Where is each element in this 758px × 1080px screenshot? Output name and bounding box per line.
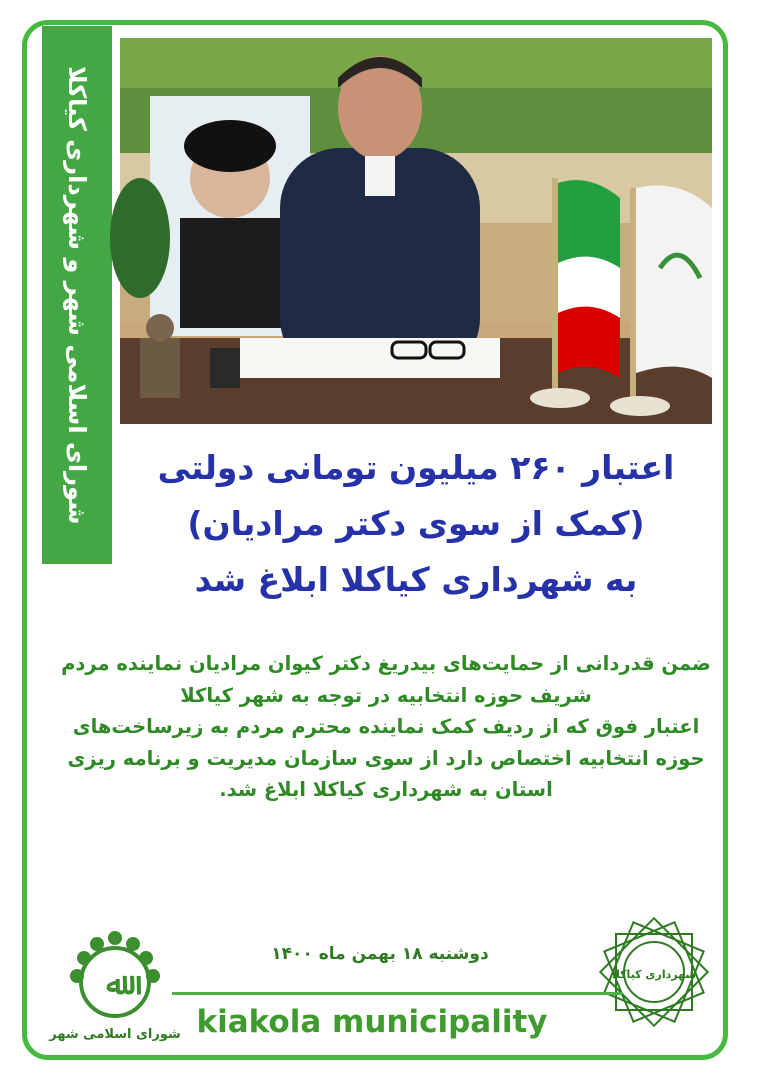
- sidebar-title: شورای اسلامی شهر و شهرداری کیاکلا: [63, 65, 91, 525]
- municipality-logo: [594, 912, 714, 1032]
- body-text: [60, 648, 712, 806]
- brand-text: kiakola municipality: [196, 1004, 548, 1040]
- headline: [120, 440, 712, 608]
- headline-line-1: اعتبار ۲۶۰ میلیون تومانی دولتی: [157, 448, 675, 487]
- municipality-logo-label: شهرداری کیاکلا: [611, 968, 697, 981]
- date-line: دوشنبه ۱۸ بهمن ماه ۱۴۰۰: [271, 944, 489, 964]
- footer-divider: [172, 992, 622, 995]
- official-photo: [120, 38, 712, 424]
- council-logo: [49, 920, 181, 1050]
- headline-line-2: (کمک از سوی دکتر مرادیان): [187, 504, 645, 543]
- council-logo-label: شورای اسلامی شهر: [49, 1027, 181, 1042]
- headline-line-3: به شهرداری کیاکلا ابلاغ شد: [194, 560, 638, 599]
- body-paragraph-1: ضمن قدردانی از حمایت‌های بیدریغ دکتر کیوان مرادیان نماینده مردم شریف حوزه انتخابیه در توجه به شهر کیاکلا: [61, 652, 711, 707]
- body-paragraph-2: اعتبار فوق که از ردیف کمک نماینده محترم مردم به زیرساخت‌های حوزه انتخابیه اختصاص دارد از سوی سازمان مدیریت و برنامه ریزی استان به شهرداری کیاکلا ابلاغ شد.: [67, 715, 705, 801]
- svg-text:ﷲ: ﷲ: [106, 967, 124, 1002]
